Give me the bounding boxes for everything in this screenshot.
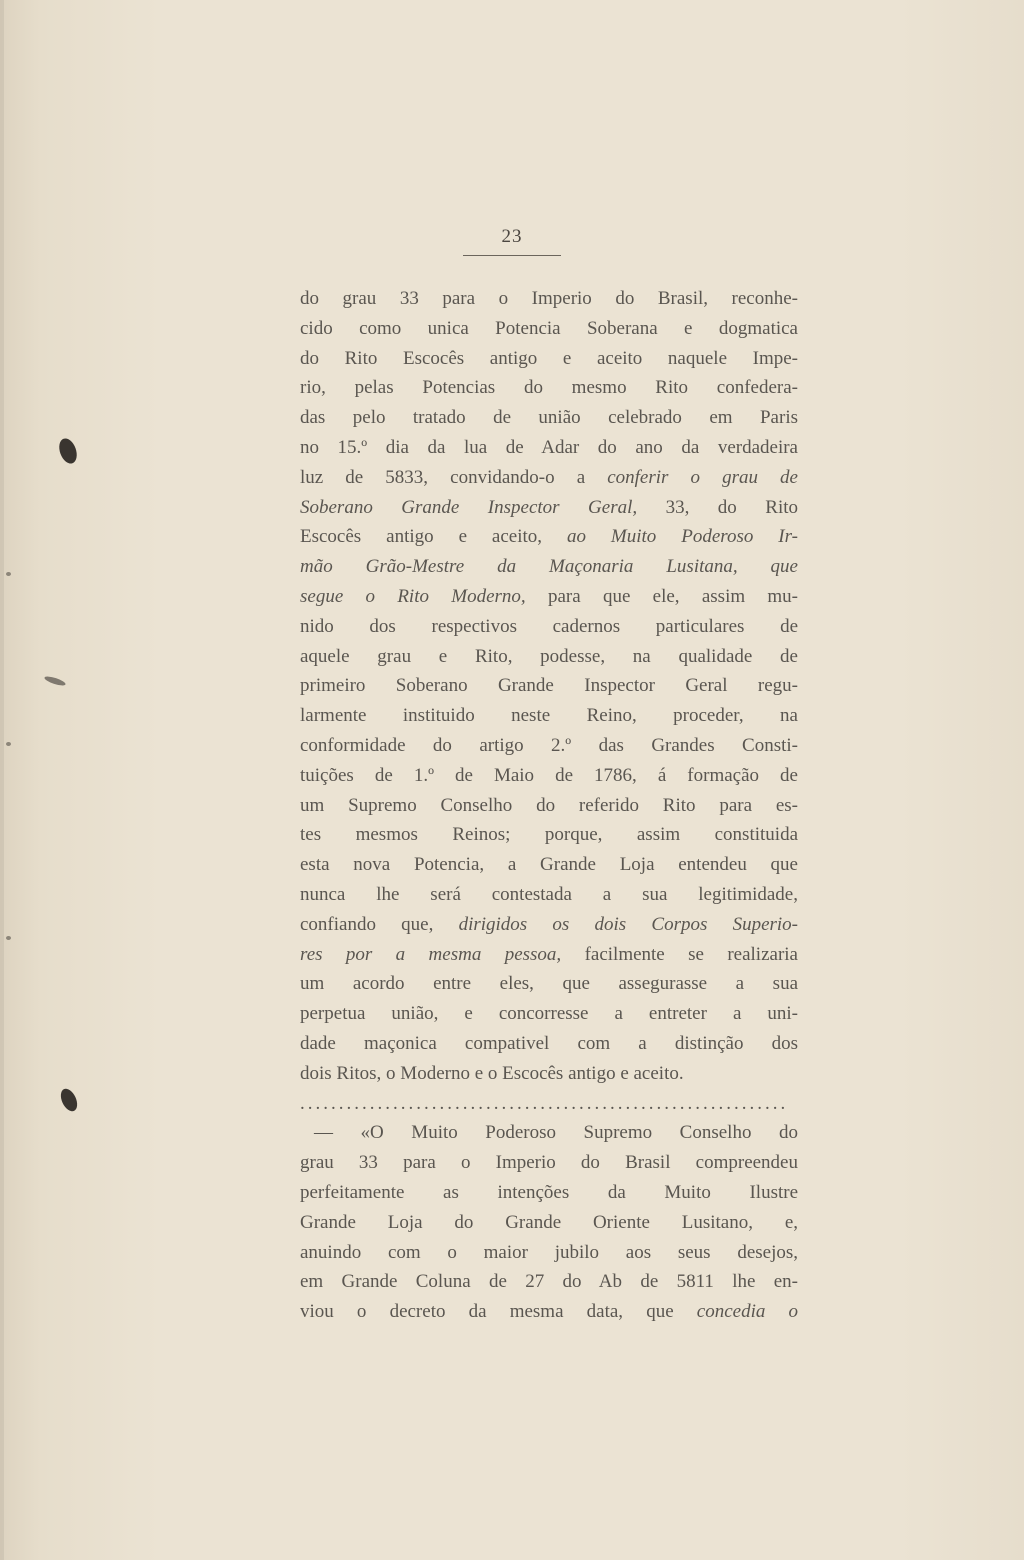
text-line — [300, 731, 798, 761]
text-line — [300, 1118, 798, 1148]
text-line — [300, 612, 798, 642]
text-segment: um acordo entre eles, que assegurasse a sua — [300, 973, 798, 995]
italic-text: mão Grão-Mestre da Maçonaria Lusitana, que — [300, 556, 798, 578]
text-segment: conformidade do artigo 2.º das Grandes Consti- — [300, 734, 798, 756]
text-segment: tes mesmos Reinos; porque, assim constituida — [300, 824, 798, 846]
text-segment: grau 33 para o Imperio do Brasil compreendeu — [300, 1152, 798, 1174]
ink-blot — [6, 742, 11, 746]
text-segment: cido como unica Potencia Soberana e dogmatica — [300, 317, 798, 339]
body-text — [300, 284, 798, 1327]
italic-text: res por a mesma pessoa, — [300, 943, 562, 965]
paper-crease — [0, 0, 4, 1560]
italic-text: ao Muito Poderoso Ir- — [566, 526, 798, 548]
text-segment: um Supremo Conselho do referido Rito para es- — [300, 794, 798, 816]
text-segment: Grande Loja do Grande Oriente Lusitano, e, — [300, 1211, 798, 1233]
text-line — [300, 314, 798, 344]
text-segment: nunca lhe será contestada a sua legitimidade, — [300, 883, 798, 905]
text-segment: Escocês antigo e aceito, — [300, 526, 567, 548]
text-segment: para que ele, assim mu- — [525, 585, 799, 607]
text-segment: do grau 33 para o Imperio do Brasil, reconhe- — [300, 288, 798, 309]
text-line — [300, 880, 798, 910]
text-line — [300, 910, 798, 940]
text-segment: 33, do Rito — [637, 496, 799, 518]
text-line — [300, 1148, 798, 1178]
text-segment: viou o decreto da mesma data, que — [300, 1301, 697, 1323]
text-segment: facilmente se realizaria — [561, 943, 798, 965]
text-line — [300, 940, 798, 970]
page-number: 23 — [501, 226, 523, 247]
text-segment: no 15.º dia da lua de Adar do ano da verdadeira — [300, 436, 798, 458]
text-line — [300, 463, 798, 493]
text-line — [300, 493, 798, 523]
text-segment: das pelo tratado de união celebrado em Paris — [300, 407, 798, 429]
text-segment: confiando que, — [300, 913, 459, 935]
text-line — [300, 999, 798, 1029]
italic-text: Soberano Grande Inspector Geral, — [300, 496, 638, 518]
text-line — [300, 850, 798, 880]
text-segment: rio, pelas Potencias do mesmo Rito confedera- — [300, 377, 798, 399]
text-segment: tuições de 1.º de Maio de 1786, á formação de — [300, 764, 798, 786]
italic-text: segue o Rito Moderno, — [300, 585, 526, 607]
text-segment: dade maçonica compativel com a distinção dos — [300, 1032, 798, 1054]
text-segment: perpetua união, e concorresse a entreter a uni- — [300, 1003, 798, 1025]
text-line — [300, 701, 798, 731]
text-segment: do Rito Escocês antigo e aceito naquele Impe- — [300, 347, 798, 369]
text-line — [300, 1208, 798, 1238]
text-line — [300, 433, 798, 463]
text-line — [300, 791, 798, 821]
text-line — [300, 642, 798, 672]
text-segment: — «O Muito Poderoso Supremo Conselho do — [314, 1122, 798, 1144]
text-segment: nido dos respectivos cadernos particulares de — [300, 615, 798, 637]
text-segment: perfeitamente as intenções da Muito Ilustre — [300, 1181, 798, 1203]
text-segment: anuindo com o maior jubilo aos seus desejos, — [300, 1241, 798, 1263]
italic-text: concedia o — [696, 1301, 799, 1323]
text-line — [300, 1297, 798, 1327]
text-line — [300, 1267, 798, 1297]
text-line — [300, 820, 798, 850]
text-line — [300, 761, 798, 791]
page-number-rule — [463, 255, 561, 256]
text-line — [300, 1178, 798, 1208]
text-line — [300, 344, 798, 374]
text-line — [300, 1059, 798, 1089]
ellipsis-separator — [300, 1089, 798, 1119]
text-line — [300, 403, 798, 433]
text-segment: primeiro Soberano Grande Inspector Geral regu- — [300, 675, 798, 697]
ink-blot — [6, 572, 11, 576]
text-line — [300, 373, 798, 403]
text-line — [300, 552, 798, 582]
italic-text: conferir o grau de — [607, 466, 798, 488]
text-segment: aquele grau e Rito, podesse, na qualidade de — [300, 645, 798, 667]
text-segment: ............................................................... — [300, 1092, 789, 1114]
italic-text: dirigidos os dois Corpos Superio- — [458, 913, 798, 935]
text-line — [300, 582, 798, 612]
text-segment: esta nova Potencia, a Grande Loja entendeu que — [300, 854, 798, 876]
ink-blot — [6, 936, 11, 940]
text-line — [300, 522, 798, 552]
text-segment: dois Ritos, o Moderno e o Escocês antigo e aceito. — [300, 1062, 684, 1084]
text-segment: larmente instituido neste Reino, proceder, na — [300, 705, 798, 727]
text-line — [300, 1238, 798, 1268]
text-line — [300, 671, 798, 701]
text-segment: em Grande Coluna de 27 do Ab de 5811 lhe en- — [300, 1271, 798, 1293]
text-line — [300, 969, 798, 999]
text-line — [300, 1029, 798, 1059]
text-segment: luz de 5833, convidando-o a — [300, 466, 608, 488]
text-line — [300, 284, 798, 314]
